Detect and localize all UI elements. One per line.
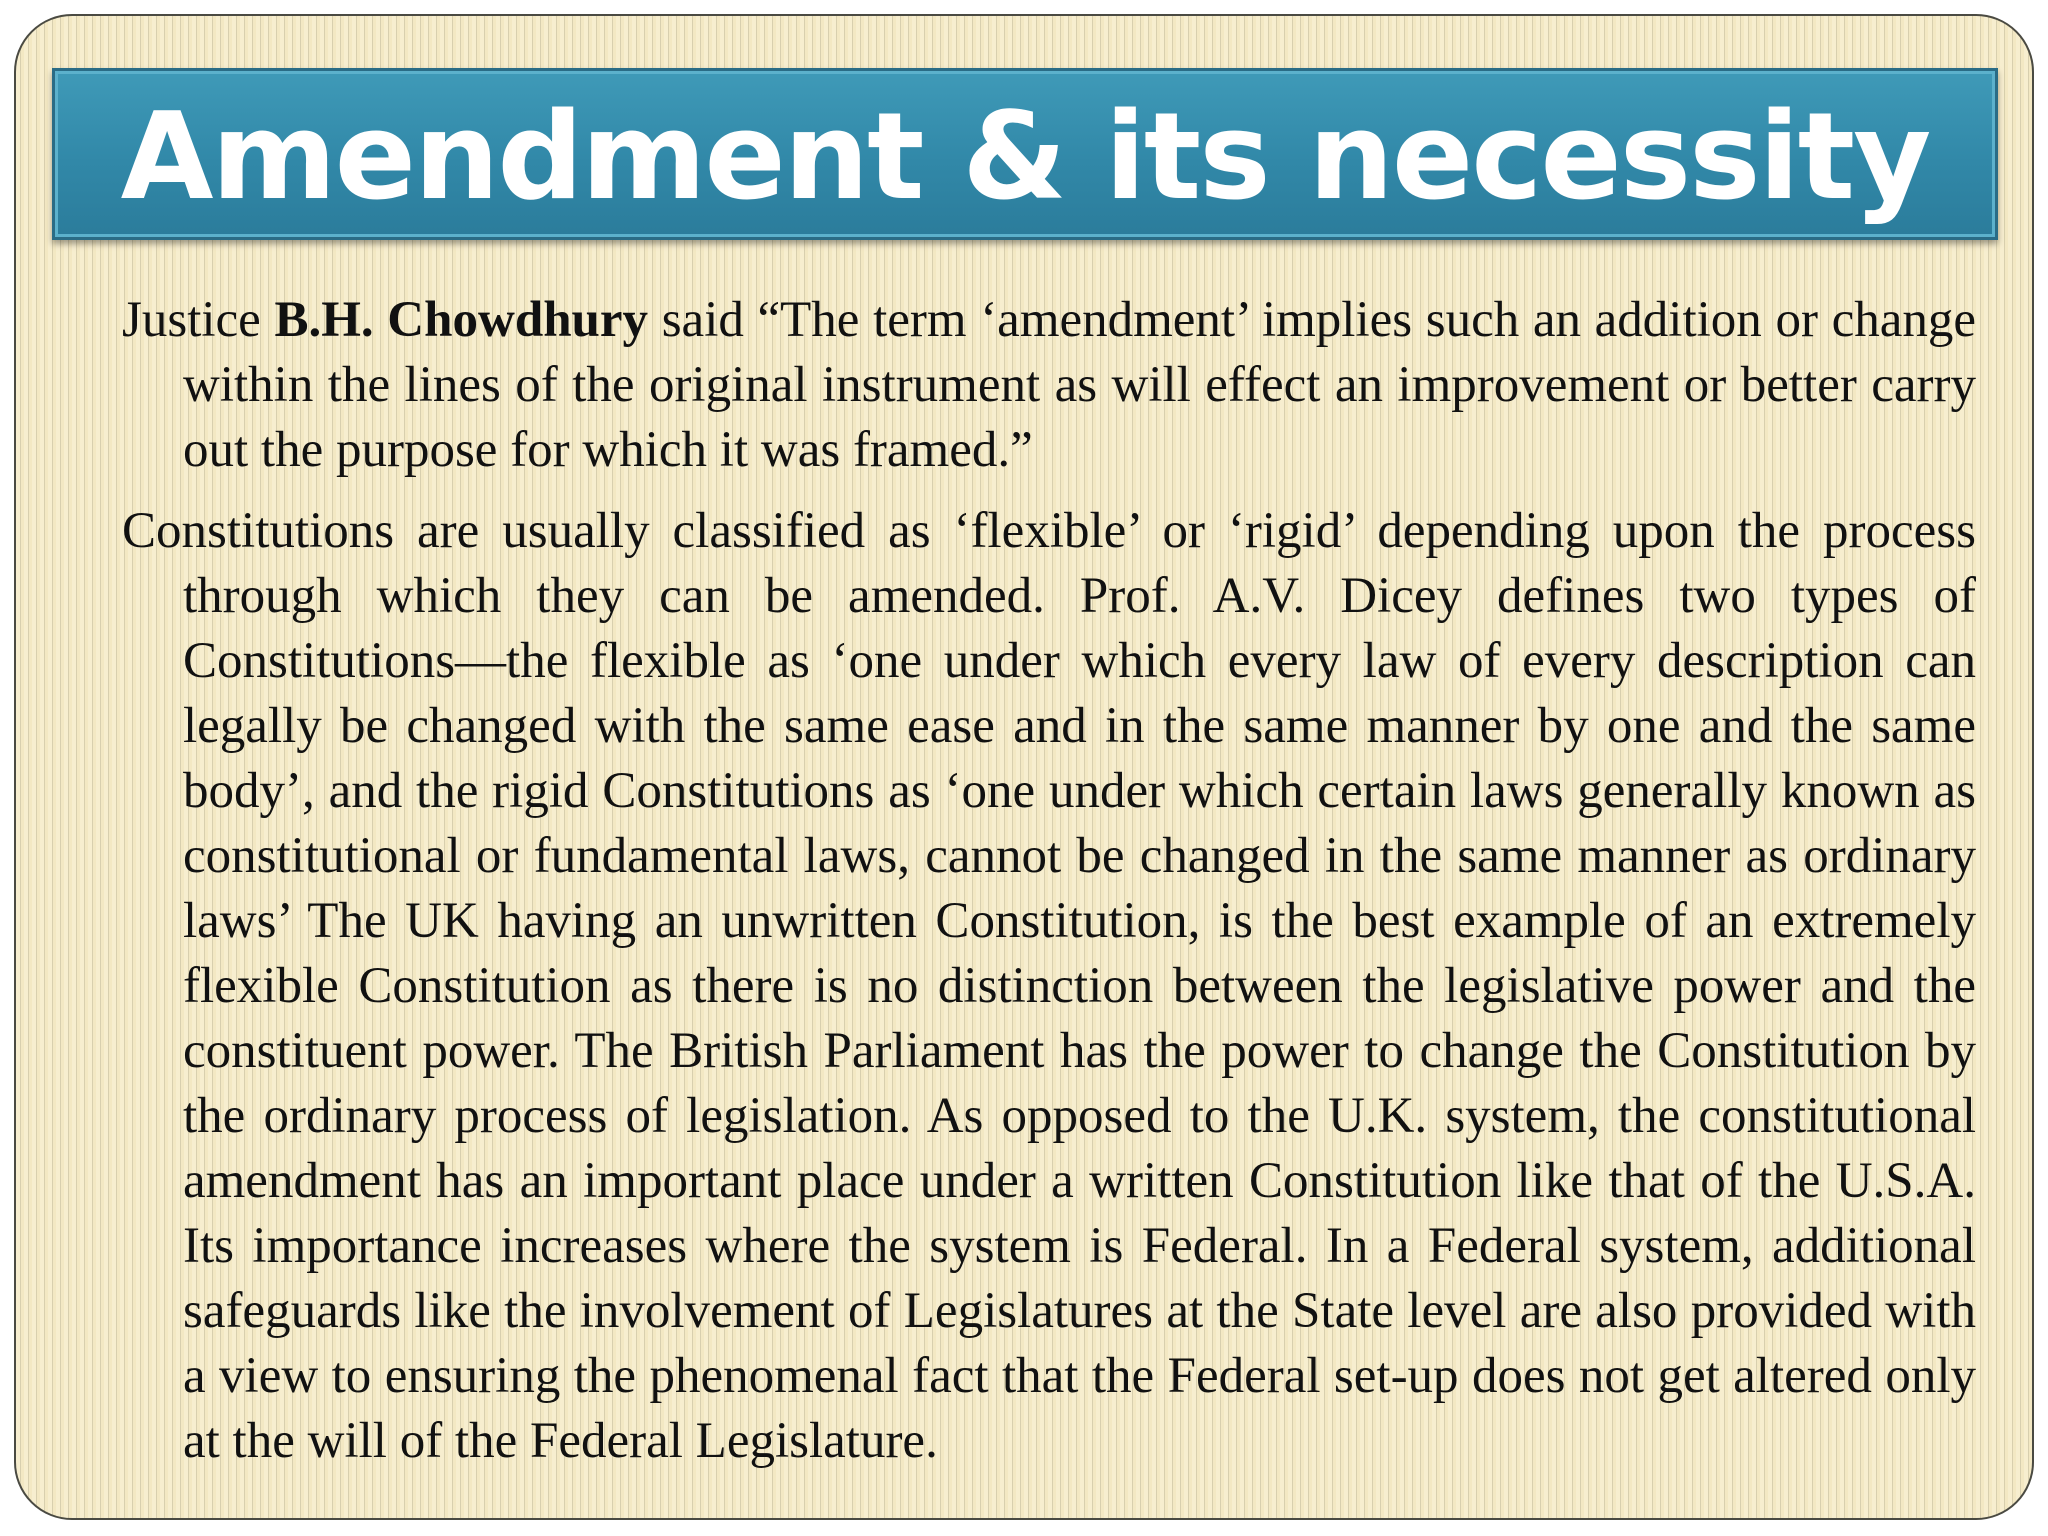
paragraph-definition [122, 288, 1976, 483]
paragraph-lead: Justice [122, 292, 275, 348]
quoted-person-name: B.H. Chowdhury [274, 292, 649, 348]
title-bar [52, 68, 1998, 240]
slide-body [122, 288, 1976, 1490]
paragraph-quote: said “The term ‘amendment’ implies such an addition or change within the lines of the original instrument as will effect an improvement or better carry out the purpose for which it was framed.” [183, 292, 1976, 478]
slide-title: Amendment & its necessity [120, 88, 1930, 227]
paragraph-classification: Constitutions are usually classified as ‘flexible’ or ‘rigid’ depending upon the process through which they can be amended. Prof. A.V. Dicey defines two types of Constitutions—the flexible as ‘one under which every law of every description can legally be changed with the same ease and in the same manner by one and the same body’, and the rigid Constitutions as ‘one under which certain laws generally known as constitutional or fundamental laws, cannot be changed in the same manner as ordinary laws’ The UK having an unwritten Constitution, is the best example of an extremely flexible Constitution as there is no distinction between the legislative power and the constituent power. The British Parliament has the power to change the Constitution by the ordinary process of legislation. As opposed to the U.K. system, the constitutional amendment has an important place under a written Constitution like that of the U.S.A. Its importance increases where the system is Federal. In a Federal system, additional safeguards like the involvement of Legislatures at the State level are also provided with a view to ensuring the phenomenal fact that the Federal set-up does not get altered only at the will of the Federal Legislature. [122, 503, 1976, 1469]
slide [14, 14, 2034, 1520]
